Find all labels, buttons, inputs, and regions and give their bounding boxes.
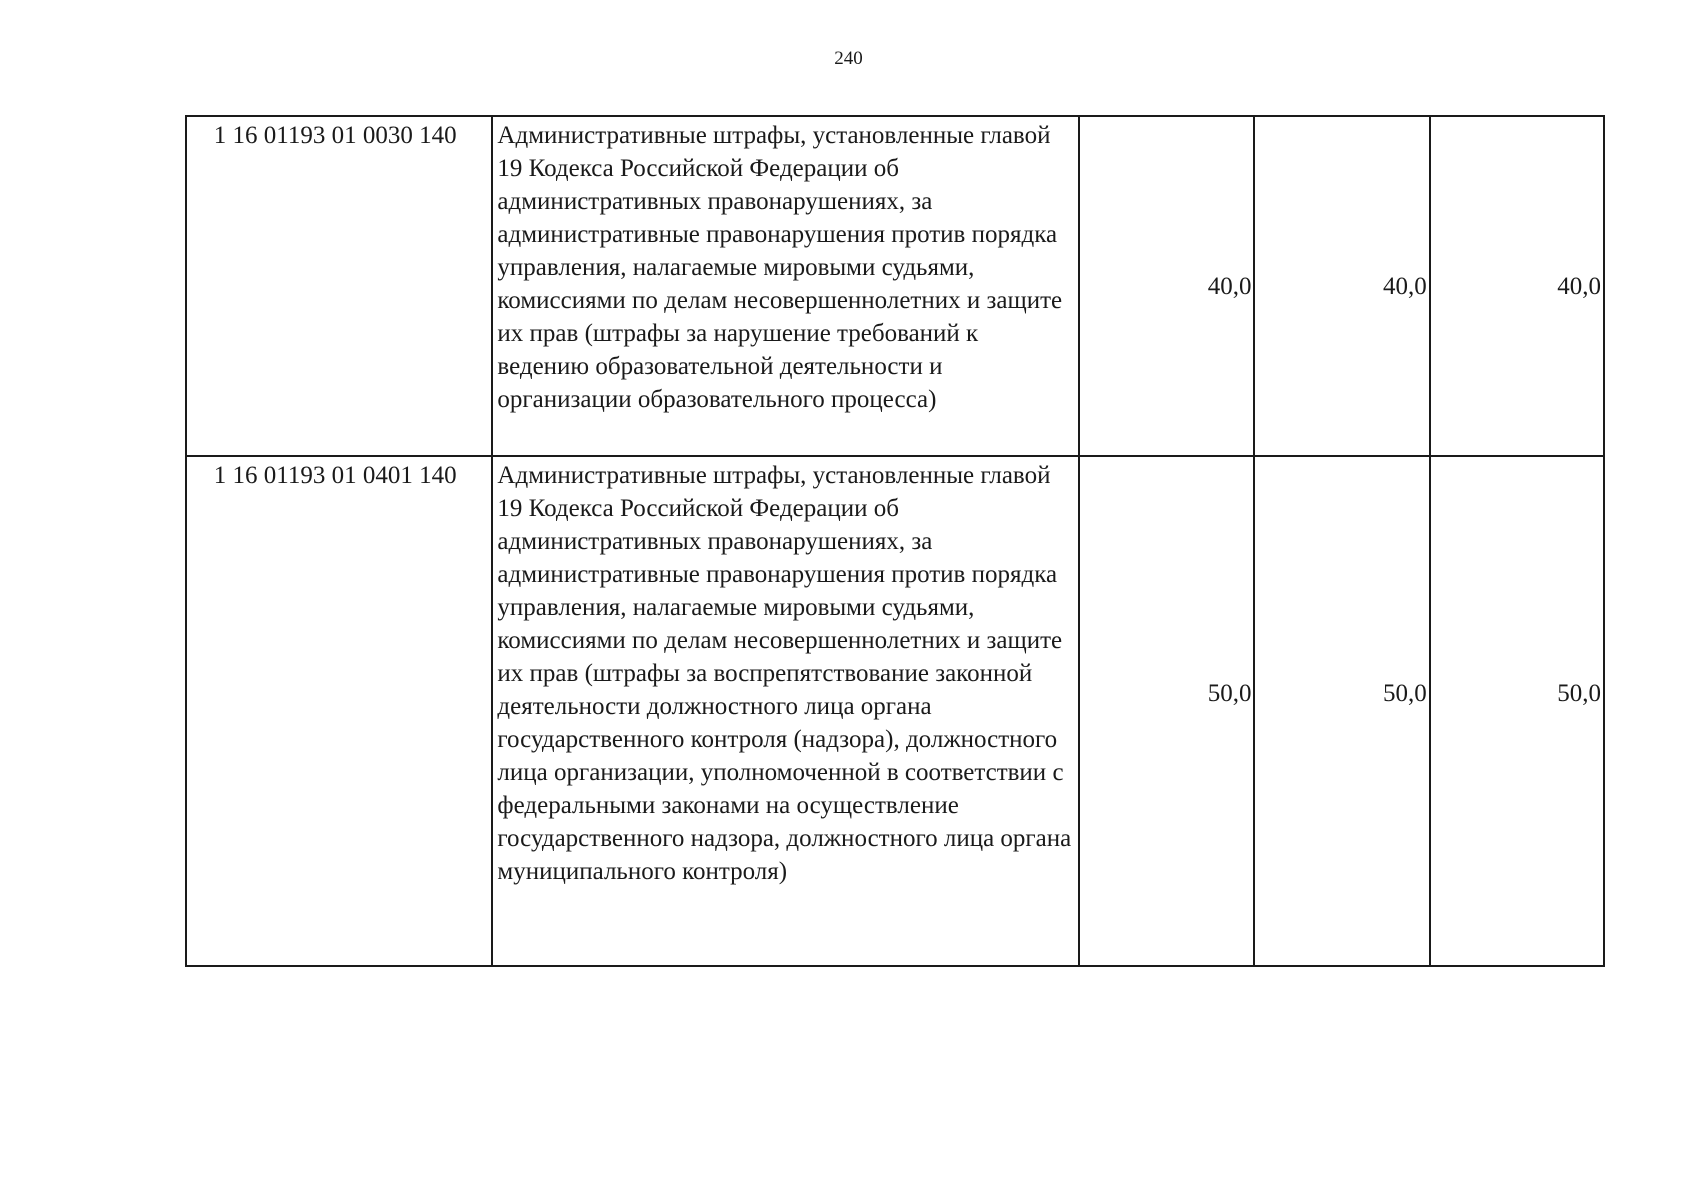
budget-code-cell: 1 16 01193 01 0030 140 [186, 116, 492, 456]
description-cell: Административные штрафы, установленные главой 19 Кодекса Российской Федерации об административных правонарушениях, за административные правонарушения против порядка управления, налагаемые мировыми судьями, комиссиями по делам несовершеннолетних и защите их прав (штрафы за воспрепятствование законной деятельности должностного лица органа государственного контроля (надзора), должностного лица организации, уполномоченной в соответствии с федеральными законами на осуществление государственного надзора, должностного лица органа муниципального контроля) [492, 456, 1079, 966]
table-row [186, 116, 1604, 456]
amount-cell: 40,0 [1254, 116, 1429, 456]
table-row [186, 456, 1604, 966]
amount-cell: 40,0 [1079, 116, 1254, 456]
budget-table [185, 115, 1605, 967]
description-cell: Административные штрафы, установленные главой 19 Кодекса Российской Федерации об административных правонарушениях, за административные правонарушения против порядка управления, налагаемые мировыми судьями, комиссиями по делам несовершеннолетних и защите их прав (штрафы за нарушение требований к ведению образовательной деятельности и организации образовательного процесса) [492, 116, 1079, 456]
amount-cell: 40,0 [1430, 116, 1604, 456]
amount-cell: 50,0 [1430, 456, 1604, 966]
amount-cell: 50,0 [1079, 456, 1254, 966]
budget-code-cell: 1 16 01193 01 0401 140 [186, 456, 492, 966]
page-number: 240 [834, 48, 863, 69]
amount-cell: 50,0 [1254, 456, 1429, 966]
